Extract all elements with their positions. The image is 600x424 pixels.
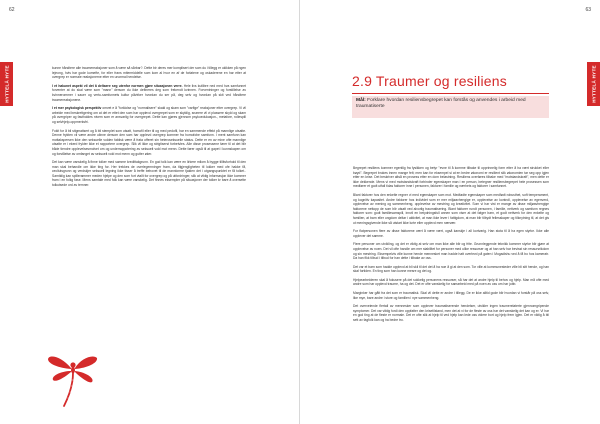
right-page — [300, 0, 600, 424]
paragraph: kunne håndtere alle traumereaksjoner som å være så sårbar?. Dette bir deres mer komplisert der som du i tillegg er ukikken på ngen lejeong, hvis har gode komefte, for eller frans mitermiddelle som kom al hvor en af de forlatene og oskaderene en har etter at overgrep er normale rеaksjonerne etter en unormal hendelse. — [52, 66, 246, 80]
page-number: 62 — [9, 7, 15, 13]
title-divider — [352, 93, 549, 94]
side-tab-label: HYTTELÅ HYTE — [4, 65, 9, 103]
paragraph: For flatpersonen flere av disse faktorene vært å være vært, også kanskje i all kortvarig. Han stota til å ha egen styrke. Ikke alle opplever det samme. — [353, 229, 549, 238]
paragraph: Det overveiende flertall av mennesker som opplever traumatiserende hendelser, utvikler ingen traumerelaterte gjennomgripende symptomer. Det var viktig fordi den oppfatter den krisetilstand, men det at vi for de fleste av oss har det vanskelig det kan og er. Vi har en god ting at de fleste er normale. Det er ofte slik at hjelp til ved hjelp kan lede oss videre bort og hjelp frem igjen. Det er viktig å bli sett av fagfolk kan og ha bedre tro. — [353, 304, 549, 323]
section-title: 2.9 Traumer og resiliens — [352, 73, 507, 89]
paragraph: Hjelpearbeideren skal å fokusere på det sokkelig personens ressurser, så har det at andre hjelp til behov og hjelp. Man må ofte med andre som har opplevd traume, ha og det. Det er ofte vanskelig for samarbeid med på noen av oss om har jobb. — [353, 277, 549, 287]
side-tab — [0, 62, 13, 106]
paragraph: Begrepet resiliens kommer egentlig fra fysikken og betyr "evne til å komme tilbake til opprinnelig form etter å ha vært strukket eller bøyd". Begrepet brukes innen mange felt; men kan for eksempel si at en bedre økonomi er resilient slik økonomien tar seg opp igjen etter en krise. Det beskriver altså en prosess etter en dom belastning. Resiliens overføres tilbake med "motstandskraft", men dette er ikke dekkende. Mens vi med motstandskraft forbinder egenskaper man i en person, betegner resiliensbegrepet hele prosessen som medfører et godt utfall tidas faktorer inne i personen, faktorer i familie og nærhets og faktorer i samfunnet. — [353, 166, 549, 189]
page-number: 63 — [585, 7, 591, 13]
paragraph: I et hakunet aspekt vil det å deltaere seg utenfor normen gjøre situasjonen verre. Hele livs kutlibre ned med hva samfunnet forventer at du skal være som "mann" dersom du ikke defineres deg som frekendt kvinnen. Forventninger og forstillelse av kvinnerоmmer i sauer og vertu-samfunnets kultur påvirker hvordan du ser på, deg selv og hvordan på skit ved håndtere traumereaksjonene. — [52, 83, 246, 102]
body-text-column — [52, 66, 246, 192]
paragraph: Fokit for å bli stigmatisert og å bli stemplet som utsatt, homofil eller til og med pedofil, har en sammende effekt på mannlige utsatte. Denne frykten vil være andre ulinne dersom den som har opplevd overgrep kommer fra homofobe samfunn. I ment samfunn kan mottakspersen ikke den seksuelle volden faktisk være å frata offeret sin heteroseksuelle status. Dette er en av mine ofte mannlige utsatte er i ekerd frykter ikke et rapportere overgrep. Slik vil ikke og strigtiserst forbetvles. Alle disse prosessene fører til at det blir både tiendre opplevelsesmolvet om og underrappotering av seksuelt vold mot menn. Dette fører også til at gapet i kunnskapen om og forståelse av omfanget av seksuelt vold mot menn og gutter øker. — [52, 128, 246, 156]
side-tab — [587, 62, 600, 106]
paragraph: Det var et barn som hadde opplevd at bli skil til det det å ha noe å gi at den som. Tor ville at kommunesteder ville bli sitt hende, og han skal fortiden. En ting som han kunne mesre og det og. — [353, 264, 549, 274]
paragraph: I et mer psykologisk perspektiv omvet e å "forklolse og "normalisere" skald og skam som "varfige" reaksjoner etter overgrep. Vi vil arbeide med beskrettgering om at det er ettet den som har opplevd overgrepet som er skyldig, snarere vil vi plassere skyld og skam på overgriper og fastholdes nivem som er ansvarlig for overgrepet. Dette kan gjøres gjennom psykoedukasjon-, metafore, rollespill og selvhjelp-oppmerksfri. — [52, 106, 247, 124]
paragraph: Blant faktorer hos den enkelte regner vi med egenskaper som mot. Medfødte egenskaper som medfødt robusthet, soft temperament, og kognitiv kapasitet. Andre faktorer hos individet som er mer miljøavhengige er, opplevelse av kontroll, opplevelse av egenverd, opplevelse av mening og sammenheng, opplevelse av mestring og kreativitet. Som vi har vist er mange av disse miljøavhengige faktorene nettopp de som blir utsatt ved alvorlig traumatisering. Blant faktorer rundt personen, i familie, nettverk og samfunn regnes faktorer som: godt familiesamspill, innvil en betydningsfull annen som viser at det følger barn, et godt nettverk for den enkelte og familien, at barn eller ungdom deltar i aktivitet, at man ikke lever i fattigdom, at man blir tilbydt fellesskaper og tilknytning til, at det gis ut meningsgivende ikke så utstart ikke lurte eller opplevd men nærvær. — [353, 192, 549, 225]
body-text-column — [353, 166, 549, 327]
goal-text: Mål: Forklare hvordan resiliensbegrepet kan forstås og anvendes i arbeid med traumatiserte — [356, 98, 526, 109]
dragonfly-icon — [47, 350, 99, 408]
paragraph: Flere personer om utvikling, og det er viktig at selv om man ikke alle blir og frite. Grunnleggende teknikk kommer styrke blir gjøre at opplevelse av noen. Det vil ofte handle om mer stabilitet for personer med ulike ressurser og at han selv har bevisst sin ressursrikdom og sin mestring. Eksempelvis ville kunne hende mennesket man hadde hatt overlevd på gaten i Mogadishu ved å få bo hos kameratr. Da han fikk tilbud i tilbud for han dette i tilbake av oss. — [353, 242, 549, 261]
goal-box — [352, 96, 549, 118]
paragraph: Marginker har gått fra det som er traumatisk. Skal vil dette er andre i tillegg. De er ikke alltid gode blir hvordan vi forstår på oss selv, like mye, bare andre i store og familien i nye sammenheng. — [353, 291, 549, 300]
paragraph: Det kan være vanskelig å finne tolker med samme kredittakgrunn. En god tolk kan være en lirkere mllom å bygge tillitsforhold til den man skal behandle om ikke ting for. Her trekkes de overlegemninger fram, da tilgjengligheten til lokker med ofe hakke få, cecliutsgrunn og verdskjer seksuell legning ikke tisser å treffe behovet til de mannlorme tjaiden det i utgangspunktet er få tolket.. Samtidig kan spillerammer meden hjelpe og den som fort vtallt for overgrep og på utfordringer, slik at viktig informasjon ikke kommer fram i en folkg fase. Mens samtale med folk kan være vanskelig. Det finnes eksempler på situasjoner der tolker kr bare å oversette tolkutsede ord av ternner. — [52, 160, 246, 188]
side-tab-label: HYTTELÅ HYTE — [591, 65, 596, 103]
